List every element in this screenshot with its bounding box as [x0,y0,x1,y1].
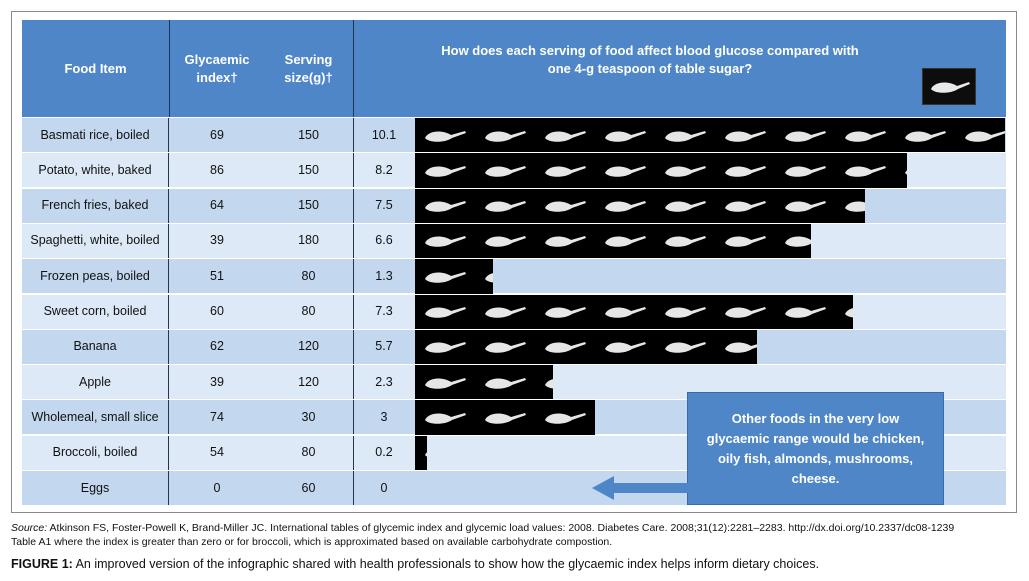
teaspoon-sugar-icon [475,153,535,188]
teaspoon-sugar-icon [835,153,895,188]
teaspoon-sugar-icon [775,295,835,330]
teaspoon-sugar-icon [475,330,535,365]
food-cell: Banana [22,330,169,364]
food-cell: Sweet corn, boiled [22,295,169,329]
teaspoon-sugar-icon [715,118,775,153]
teaspoon-sugar-icon [775,118,835,153]
teaspoon-sugar-icon [895,118,955,153]
teaspoon-sugar-icon [835,189,865,224]
serving-size-cell: 120 [264,330,354,364]
teaspoon-sugar-icon [415,189,475,224]
glycaemic-load-cell: 0.2 [375,445,393,460]
teaspoon-sugar-icon [535,330,595,365]
food-cell: Wholemeal, small slice [22,400,169,434]
legend-teaspoon-icon [922,68,976,105]
glycaemic-index-cell: 51 [210,268,224,283]
teaspoon-sugar-icon [715,224,775,259]
serving-size-cell: 180 [264,224,354,258]
teaspoon-sugar-icon [475,259,493,294]
teaspoon-sugar-icon [835,295,853,330]
glycaemic-index-cell: 39 [210,233,224,248]
teaspoon-sugar-icon [475,189,535,224]
teaspoon-sugar-icon [715,189,775,224]
teaspoon-sugar-icon [715,153,775,188]
glycaemic-load-cell: 6.6 [375,233,393,248]
glycaemic-load-cell: 0 [380,480,388,495]
teaspoon-sugar-icon [535,153,595,188]
teaspoon-sugar-icon [775,189,835,224]
glycaemic-load-cell: 8.2 [375,162,393,177]
teaspoon-bar [415,224,811,259]
teaspoon-sugar-icon [415,153,475,188]
serving-size-cell: 30 [264,400,354,434]
header-serving-size: Serving size(g)† [264,20,354,117]
teaspoon-sugar-icon [415,259,475,294]
teaspoon-sugar-icon [655,189,715,224]
serving-size-cell: 150 [264,189,354,223]
table-row [22,294,1006,329]
teaspoon-sugar-icon [415,400,475,435]
teaspoon-bar [415,118,1005,153]
food-cell: Apple [22,365,169,399]
teaspoon-sugar-icon [535,189,595,224]
serving-size-cell: 150 [264,118,354,152]
teaspoon-sugar-icon [595,153,655,188]
food-cell: Broccoli, boiled [22,436,169,470]
teaspoon-sugar-icon [895,153,907,188]
serving-size-cell: 120 [264,365,354,399]
teaspoon-sugar-icon [535,400,595,435]
glycaemic-load-cell: 7.5 [375,198,393,213]
teaspoon-sugar-icon [595,224,655,259]
teaspoon-sugar-icon [835,118,895,153]
header-food-item: Food Item [22,20,170,117]
teaspoon-bar [415,189,865,224]
teaspoon-sugar-icon [715,295,775,330]
glycaemic-index-cell: 74 [210,409,224,424]
serving-size-cell: 80 [264,259,354,293]
table-row [22,152,1006,187]
teaspoon-sugar-icon [955,118,1005,153]
glycaemic-index-cell: 39 [210,374,224,389]
glycaemic-index-cell: 54 [210,445,224,460]
glycaemic-index-cell: 0 [213,480,221,495]
teaspoon-sugar-icon [415,295,475,330]
glycaemic-index-cell: 86 [210,162,224,177]
teaspoon-sugar-icon [415,365,475,400]
teaspoon-bar [415,295,853,330]
teaspoon-sugar-icon [595,189,655,224]
teaspoon-sugar-icon [595,118,655,153]
teaspoon-sugar-icon [775,153,835,188]
glycaemic-load-cell: 1.3 [375,268,393,283]
teaspoon-sugar-icon [415,436,427,471]
glycaemic-load-cell: 2.3 [375,374,393,389]
food-cell: French fries, baked [22,189,169,223]
glycaemic-load-cell: 3 [380,409,388,424]
teaspoon-sugar-icon [415,224,475,259]
table-row [22,117,1006,152]
teaspoon-sugar-icon [715,330,757,365]
teaspoon-bar [415,400,595,435]
teaspoon-sugar-icon [415,330,475,365]
teaspoon-sugar-icon [775,224,811,259]
table-row [22,329,1006,364]
glycaemic-index-cell: 69 [210,127,224,142]
serving-size-cell: 80 [264,436,354,470]
glycaemic-infographic [22,20,1006,505]
teaspoon-sugar-icon [475,224,535,259]
teaspoon-sugar-icon [595,330,655,365]
teaspoon-sugar-icon [415,118,475,153]
teaspoon-sugar-icon [475,400,535,435]
teaspoon-sugar-icon [535,295,595,330]
glycaemic-index-cell: 62 [210,339,224,354]
teaspoon-bar [415,153,907,188]
teaspoon-bar [415,259,493,294]
teaspoon-sugar-icon [655,224,715,259]
teaspoon-sugar-icon [535,224,595,259]
teaspoon-sugar-icon [535,365,553,400]
teaspoon-bar [415,436,427,471]
glycaemic-load-cell: 10.1 [371,127,397,142]
callout-other-foods: Other foods in the very low glycaemic range would be chicken, oily fish, almonds, mushrooms, cheese. [687,392,944,505]
header-question: How does each serving of food affect blood glucose compared with one 4-g teaspoon of table sugar? [354,20,1006,117]
left-arrow-icon [592,476,688,500]
teaspoon-sugar-icon [535,118,595,153]
glycaemic-load-cell: 7.3 [375,304,393,318]
serving-size-cell: 80 [264,295,354,329]
teaspoon-bar [415,365,553,400]
teaspoon-sugar-icon [655,118,715,153]
glycaemic-index-cell: 60 [210,304,224,318]
grid-line [1015,117,1016,505]
table-row [22,223,1006,258]
serving-size-cell: 150 [264,153,354,187]
table-row [22,188,1006,223]
header-glycaemic-index: Glycaemic index† [170,20,264,117]
teaspoon-sugar-icon [475,365,535,400]
serving-size-cell: 60 [264,471,354,505]
food-cell: Frozen peas, boiled [22,259,169,293]
table-row [22,258,1006,293]
teaspoon-sugar-icon [655,330,715,365]
teaspoon-sugar-icon [595,295,655,330]
glycaemic-load-cell: 5.7 [375,339,393,354]
food-cell: Potato, white, baked [22,153,169,187]
glycaemic-index-cell: 64 [210,198,224,213]
teaspoon-sugar-icon [475,295,535,330]
teaspoon-sugar-icon [655,295,715,330]
teaspoon-bar [415,330,757,365]
food-cell: Spaghetti, white, boiled [22,224,169,258]
teaspoon-sugar-icon [655,153,715,188]
teaspoon-sugar-icon [475,118,535,153]
food-cell: Basmati rice, boiled [22,118,169,152]
figure-caption: FIGURE 1: An improved version of the infographic shared with health professionals to show how the glycaemic index helps inform dietary choices. [11,557,820,571]
food-cell: Eggs [22,471,169,505]
figure-source: Source: Atkinson FS, Foster-Powell K, Brand-Miller JC. International tables of glycemic index and glycemic load values: 2008. Diabetes Care. 2008;31(12):2281–2283. http://dx.doi.org/10.2337/dc08-1239 Table A1 where the index is greater than zero or for broccoli, which is approximated based on available carbohydrate compostion. [11,522,955,548]
